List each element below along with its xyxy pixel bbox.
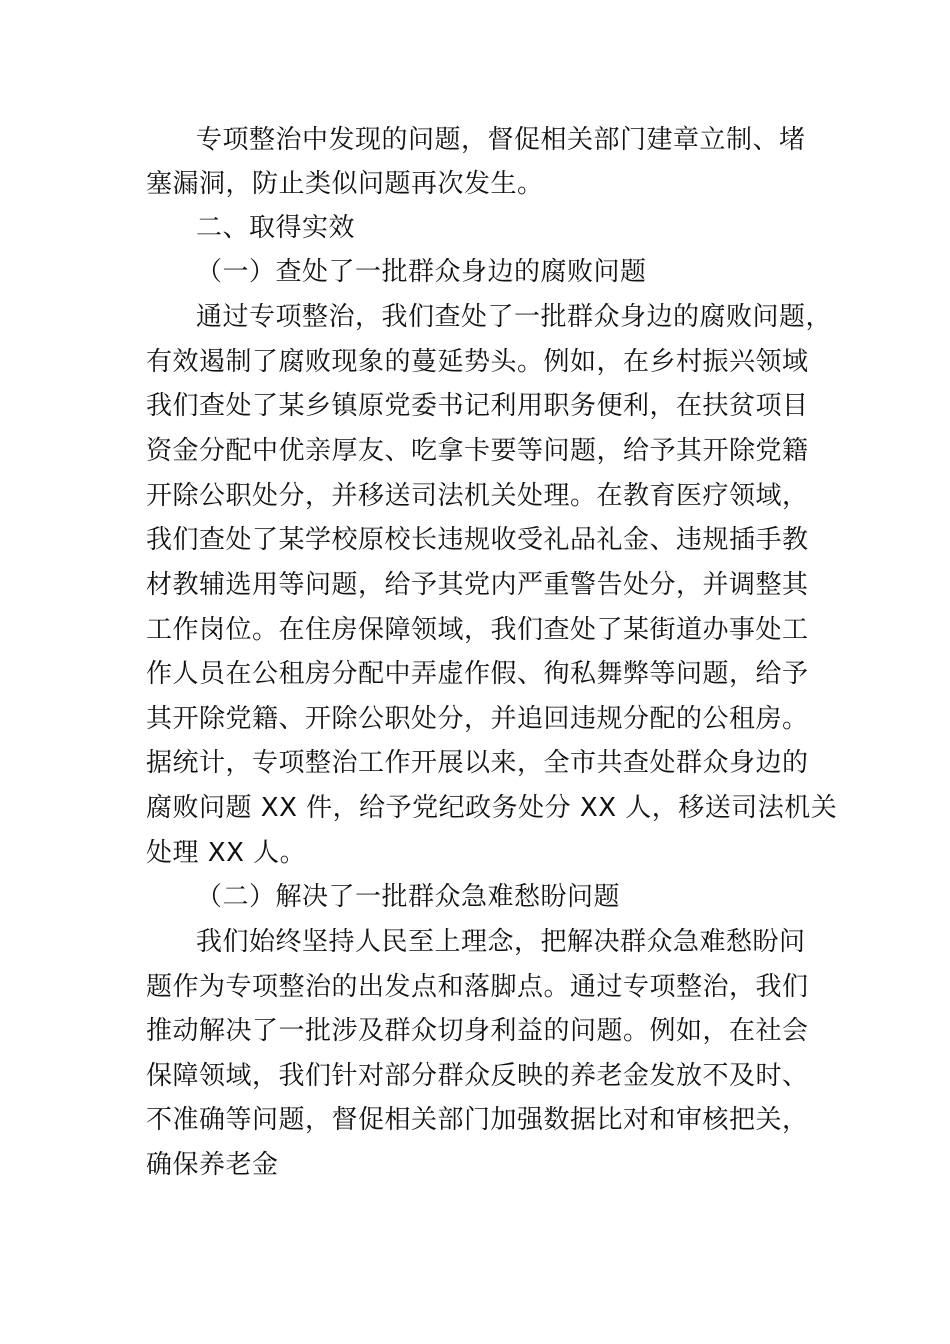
paragraph-line: 塞漏洞，防止类似问题再次发生。 — [146, 169, 544, 199]
paragraph-line: 专项整治中发现的问题，督促相关部门建章立制、堵 — [196, 125, 806, 155]
paragraph-line: 其开除党籍、开除公职处分，并追回违规分配的公租房。 — [146, 704, 809, 734]
paragraph-line: 我们始终坚持人民至上理念，把解决群众急难愁盼问 — [196, 927, 806, 957]
subsection-heading: （二）解决了一批群众急难愁盼问题 — [196, 882, 621, 912]
paragraph-line: 我们查处了某学校原校长违规收受礼品礼金、违规插手教 — [146, 525, 809, 555]
paragraph-line: 确保养老金 — [146, 1150, 279, 1180]
paragraph-line: 不准确等问题，督促相关部门加强数据比对和审核把关， — [146, 1105, 809, 1135]
paragraph-line: 资金分配中优亲厚友、吃拿卡要等问题，给予其开除党籍 — [146, 436, 809, 466]
paragraph-line: 腐败问题 XX 件，给予党纪政务处分 XX 人，移送司法机关 — [146, 793, 838, 823]
paragraph-line: 我们查处了某乡镇原党委书记利用职务便利，在扶贫项目 — [146, 391, 809, 421]
subsection-heading: （一）查处了一批群众身边的腐败问题 — [196, 257, 647, 287]
section-heading: 二、取得实效 — [196, 213, 356, 243]
paragraph-line: 保障领域，我们针对部分群众反映的养老金发放不及时、 — [146, 1061, 809, 1091]
paragraph-line: 题作为专项整治的出发点和落脚点。通过专项整治，我们 — [146, 972, 809, 1002]
paragraph-line: 作人员在公租房分配中弄虚作假、徇私舞弊等问题，给予 — [146, 659, 809, 689]
paragraph-line: 有效遏制了腐败现象的蔓延势头。例如，在乡村振兴领域 — [146, 347, 809, 377]
paragraph-line: 推动解决了一批涉及群众切身利益的问题。例如，在社会 — [146, 1016, 809, 1046]
paragraph-line: 开除公职处分，并移送司法机关处理。在教育医疗领域， — [146, 481, 809, 511]
paragraph-line: 通过专项整治，我们查处了一批群众身边的腐败问题， — [196, 302, 833, 332]
paragraph-line: 工作岗位。在住房保障领域，我们查处了某街道办事处工 — [146, 615, 809, 645]
paragraph-line: 处理 XX 人。 — [146, 838, 307, 868]
paragraph-line: 据统计，专项整治工作开展以来，全市共查处群众身边的 — [146, 748, 809, 778]
paragraph-line: 材教辅选用等问题，给予其党内严重警告处分，并调整其 — [146, 570, 809, 600]
